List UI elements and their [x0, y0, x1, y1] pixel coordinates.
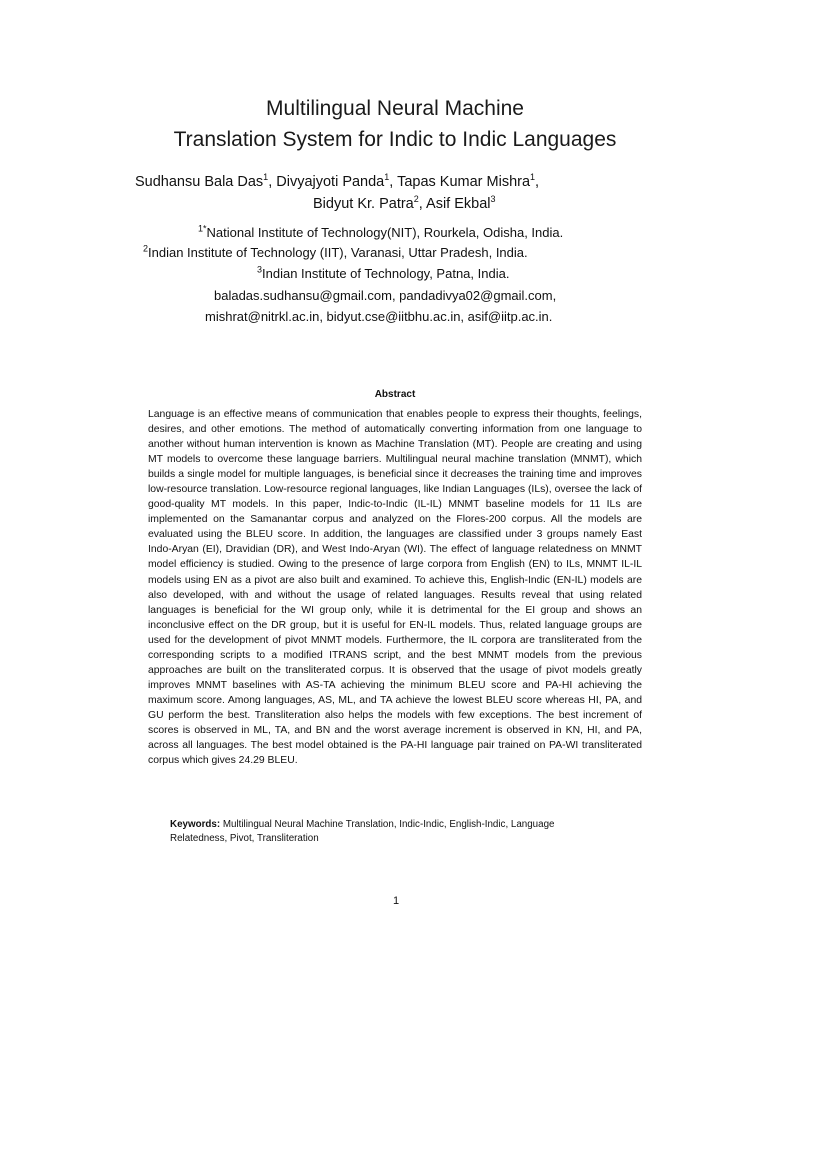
author-name: Asif Ekbal	[426, 196, 491, 212]
author-line-2: Bidyut Kr. Patra$^2$, Asif Ekbal$^3$	[313, 194, 496, 212]
author-name: Sudhansu Bala Das	[135, 174, 264, 190]
keywords-label: Keywords:	[170, 819, 221, 830]
affiliation-mark: 3	[257, 264, 263, 275]
keywords	[170, 818, 590, 846]
paper-title-line-1: Multilingual Neural Machine	[266, 97, 524, 120]
email-line-1: baladas.sudhansu@gmail.com, pandadivya02@gmail.com,	[214, 288, 557, 303]
keywords-text: Multilingual Neural Machine Translation, Indic-Indic, English-Indic, Language Relatedness, Pivot, Transliteration	[170, 819, 555, 844]
paper-title-line-2: Translation System for Indic to Indic Languages	[173, 128, 617, 151]
affiliation-mark: 1	[263, 172, 269, 183]
author-name: Divyajyoti Panda	[276, 174, 385, 190]
author-name: Tapas Kumar Mishra	[397, 174, 531, 190]
author-line-1: Sudhansu Bala Das$^1$, Divyajyoti Panda$^1$, Tapas Kumar Mishra$^1$,	[135, 172, 540, 190]
affiliation-mark: 1	[384, 172, 390, 183]
page-number: 1	[392, 895, 400, 907]
abstract-body: Language is an effective means of communication that enables people to express their thoughts, feelings, desires, and other emotions. The method of automatically converting information from one language to another without human intervention is known as Machine Translation (MT). People are creating and using MT models to overcome these language barriers. Multilingual neural machine translation (MNMT), which builds a single model for multiple languages, is beneficial since it decreases the training time and improves low-resource translation. Low-resource regional languages, like Indian Languages (ILs), oversee the lack of good-quality MT models. In this paper, Indic-to-Indic (IL-IL) MNMT baseline models for 11 ILs are implemented on the Samanantar corpus and analyzed on the Flores-200 corpus. All the models are evaluated using the BLEU score. In addition, the languages are classified under 3 groups namely East Indo-Aryan (EI), Dravidian (DR), and West Indo-Aryan (WI). The effect of language relatedness on MNMT model efficiency is studied. Owing to the presence of large corpora from English (EN) to ILs, MNMT IL-IL models using EN as a pivot are also built and examined. To achieve this, English-Indic (EN-IL) models are also developed, with and without the usage of related languages. Results reveal that using related languages is beneficial for the WI group only, while it is detrimental for the EI group and shows an inconclusive effect on the DR group, but it is useful for EN-IL models. Thus, related language groups are used for the development of pivot MNMT models. Furthermore, the IL corpora are transliterated from the corresponding scripts to a modified ITRANS script, and the best MNMT models from the previous approaches are built on the transliterated corpus. It is observed that the usage of pivot models greatly improves MNMT baselines with AS-TA achieving the minimum BLEU score and PA-HI achieving the maximum score. Among languages, AS, ML, and TA achieve the lowest BLEU score whereas HI, PA, and GU perform the best. Transliteration also helps the models with few exceptions. The best increment of scores is observed in ML, TA, and BN and the worst average increment is observed in KN, HI, and PA, across all languages. The best model obtained is the PA-HI language pair trained on PA-WI transliterated corpus which gives 24.29 BLEU.	[148, 409, 642, 767]
affiliation-mark: 3	[490, 194, 496, 205]
email-line-2: mishrat@nitrkl.ac.in, bidyut.cse@iitbhu.ac.in, asif@iitp.ac.in.	[205, 309, 553, 324]
affiliation-mark: 1	[530, 172, 536, 183]
affiliation-1: $^{1*}$National Institute of Technology(NIT), Rourkela, Odisha, India.	[198, 223, 564, 240]
affiliation-mark: 2	[413, 194, 419, 205]
author-name: Bidyut Kr. Patra	[313, 196, 414, 212]
abstract-heading: Abstract	[374, 389, 416, 400]
affiliation-2: $^2$Indian Institute of Technology (IIT), Varanasi, Uttar Pradesh, India.	[143, 243, 528, 260]
affiliation-mark: 2	[143, 243, 149, 254]
affiliation-mark: 1*	[198, 223, 207, 234]
affiliation-3: $^3$Indian Institute of Technology, Patna, India.	[257, 264, 510, 281]
